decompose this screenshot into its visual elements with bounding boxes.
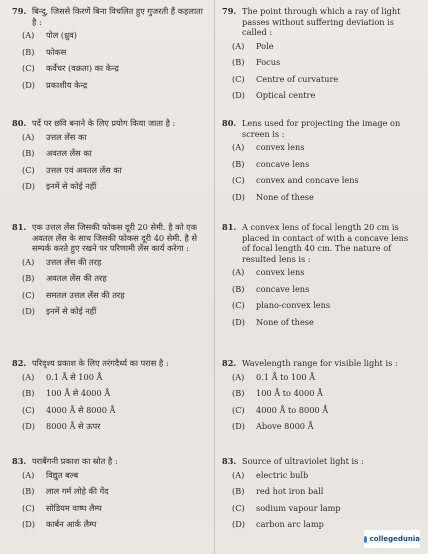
option-a: (A) 0.1 Å से 100 Å <box>22 371 103 382</box>
question-stem: The point through which a ray of light passes without suffering deviation is called : <box>242 6 401 37</box>
option-b: (B) अवतल लेंस की तरह <box>22 273 107 283</box>
option-a: (A) 0.1 Å to 100 Å <box>232 371 316 382</box>
option-a: (A) convex lens <box>232 267 305 277</box>
option-b: (B) 100 Å से 4000 Å <box>22 388 111 398</box>
logo-icon <box>364 536 367 543</box>
question-number: 83. <box>12 456 27 466</box>
question-stem: A convex lens of focal length 20 cm is placed in contact of with a concave lens of focal length 40 cm. The nature of resulted lens is : <box>242 222 409 264</box>
option-b: (B) red hot iron ball <box>232 486 324 496</box>
column-divider <box>214 0 215 554</box>
question-number: 82. <box>222 358 237 368</box>
option-c: (C) convex and concave lens <box>232 175 359 185</box>
option-d: (D) कार्बन आर्क लैम्प <box>22 519 97 529</box>
option-c: (C) Centre of curvature <box>232 73 339 84</box>
watermark-logo <box>364 530 420 548</box>
option-c: (C) कर्वेचर (वक्रता) का केन्द्र <box>22 63 119 73</box>
option-b: (B) फोकस <box>22 46 67 57</box>
option-b: (B) concave lens <box>232 283 310 294</box>
option-b: (B) Focus <box>232 57 281 67</box>
option-a: (A) पोल (ध्रुव) <box>22 30 77 40</box>
option-d: (D) इनमें से कोई नहीं <box>22 181 97 191</box>
question-stem: पर्दे पर छवि बनाने के लिए प्रयोग किया जाता है : <box>32 118 176 128</box>
question-number: 81. <box>12 222 27 232</box>
question-81-hindi <box>12 222 206 323</box>
question-number: 80. <box>222 118 237 128</box>
option-a: (A) विद्युत बल्ब <box>22 469 79 480</box>
question-stem: परिदृश्य प्रकाश के लिए तरंगदैर्ध्य का परास है : <box>32 358 169 368</box>
option-c: (C) plano-convex lens <box>232 300 331 310</box>
option-b: (B) 100 Å to 4000 Å <box>232 388 323 398</box>
option-d: (D) प्रकाशीय केन्द्र <box>22 79 88 90</box>
option-a: (A) electric bulb <box>232 469 309 480</box>
question-number: 82. <box>12 358 27 368</box>
question-number: 79. <box>222 6 237 16</box>
option-c: (C) 4000 Å से 8000 Å <box>22 404 116 415</box>
option-d: (D) None of these <box>232 316 314 327</box>
option-d: (D) इनमें से कोई नहीं <box>22 306 97 316</box>
option-d: (D) carbon arc lamp <box>232 519 324 529</box>
question-80-english <box>222 118 418 208</box>
question-79-english <box>222 6 418 107</box>
question-stem: एक उत्तल लेंस जिसकी फोकस दूरी 20 सेमी. है को एक अवतल लेंस के साथ जिसकी फोकस दूरी 40 सेमी. है से सम्पर्क करते हुए रखने पर परिणामी लेंस कार्य करेगा : <box>32 222 197 253</box>
question-number: 83. <box>222 456 237 466</box>
option-a: (A) Pole <box>232 40 274 51</box>
option-a: (A) convex lens <box>232 142 305 152</box>
question-79-hindi <box>12 6 206 96</box>
option-b: (B) लाल गर्म लोहे की गेंद <box>22 486 109 496</box>
option-c: (C) 4000 Å to 8000 Å <box>232 404 329 415</box>
option-d: (D) Above 8000 Å <box>232 421 314 431</box>
question-number: 80. <box>12 118 27 128</box>
question-82-hindi <box>12 358 206 438</box>
option-d: (D) Optical centre <box>232 90 316 100</box>
option-a: (A) उत्तल लेंस का <box>22 131 87 142</box>
question-stem: पराबैंगनी प्रकाश का स्रोत है : <box>32 456 118 466</box>
question-82-english <box>222 358 418 438</box>
question-83-english <box>222 456 418 536</box>
question-stem: Lens used for projecting the image on screen is : <box>242 118 401 139</box>
question-number: 79. <box>12 6 27 16</box>
option-d: (D) None of these <box>232 191 314 202</box>
option-b: (B) अवतल लेंस का <box>22 148 92 158</box>
question-81-english <box>222 222 418 333</box>
option-a: (A) उत्तल लेंस की तरह <box>22 256 102 267</box>
option-c: (C) समतल उत्तल लेंस की तरह <box>22 289 125 300</box>
question-83-hindi <box>12 456 206 536</box>
question-stem: Wavelength range for visible light is : <box>242 358 398 368</box>
question-80-hindi <box>12 118 206 198</box>
option-c: (C) उत्तल एवं अवतल लेंस का <box>22 164 122 175</box>
question-stem: Source of ultraviolet light is : <box>242 456 364 466</box>
watermark-text: collegedunia <box>369 535 420 543</box>
question-stem: बिन्दु, जिससे किरणें बिना विचलित हुए गुजरती हैं कहलाता है : <box>32 6 203 27</box>
option-b: (B) concave lens <box>232 158 310 169</box>
option-c: (C) sodium vapour lamp <box>232 502 341 513</box>
option-d: (D) 8000 Å से ऊपर <box>22 421 101 431</box>
question-number: 81. <box>222 222 237 232</box>
option-c: (C) सोडियम वाष्प लैम्प <box>22 502 102 513</box>
